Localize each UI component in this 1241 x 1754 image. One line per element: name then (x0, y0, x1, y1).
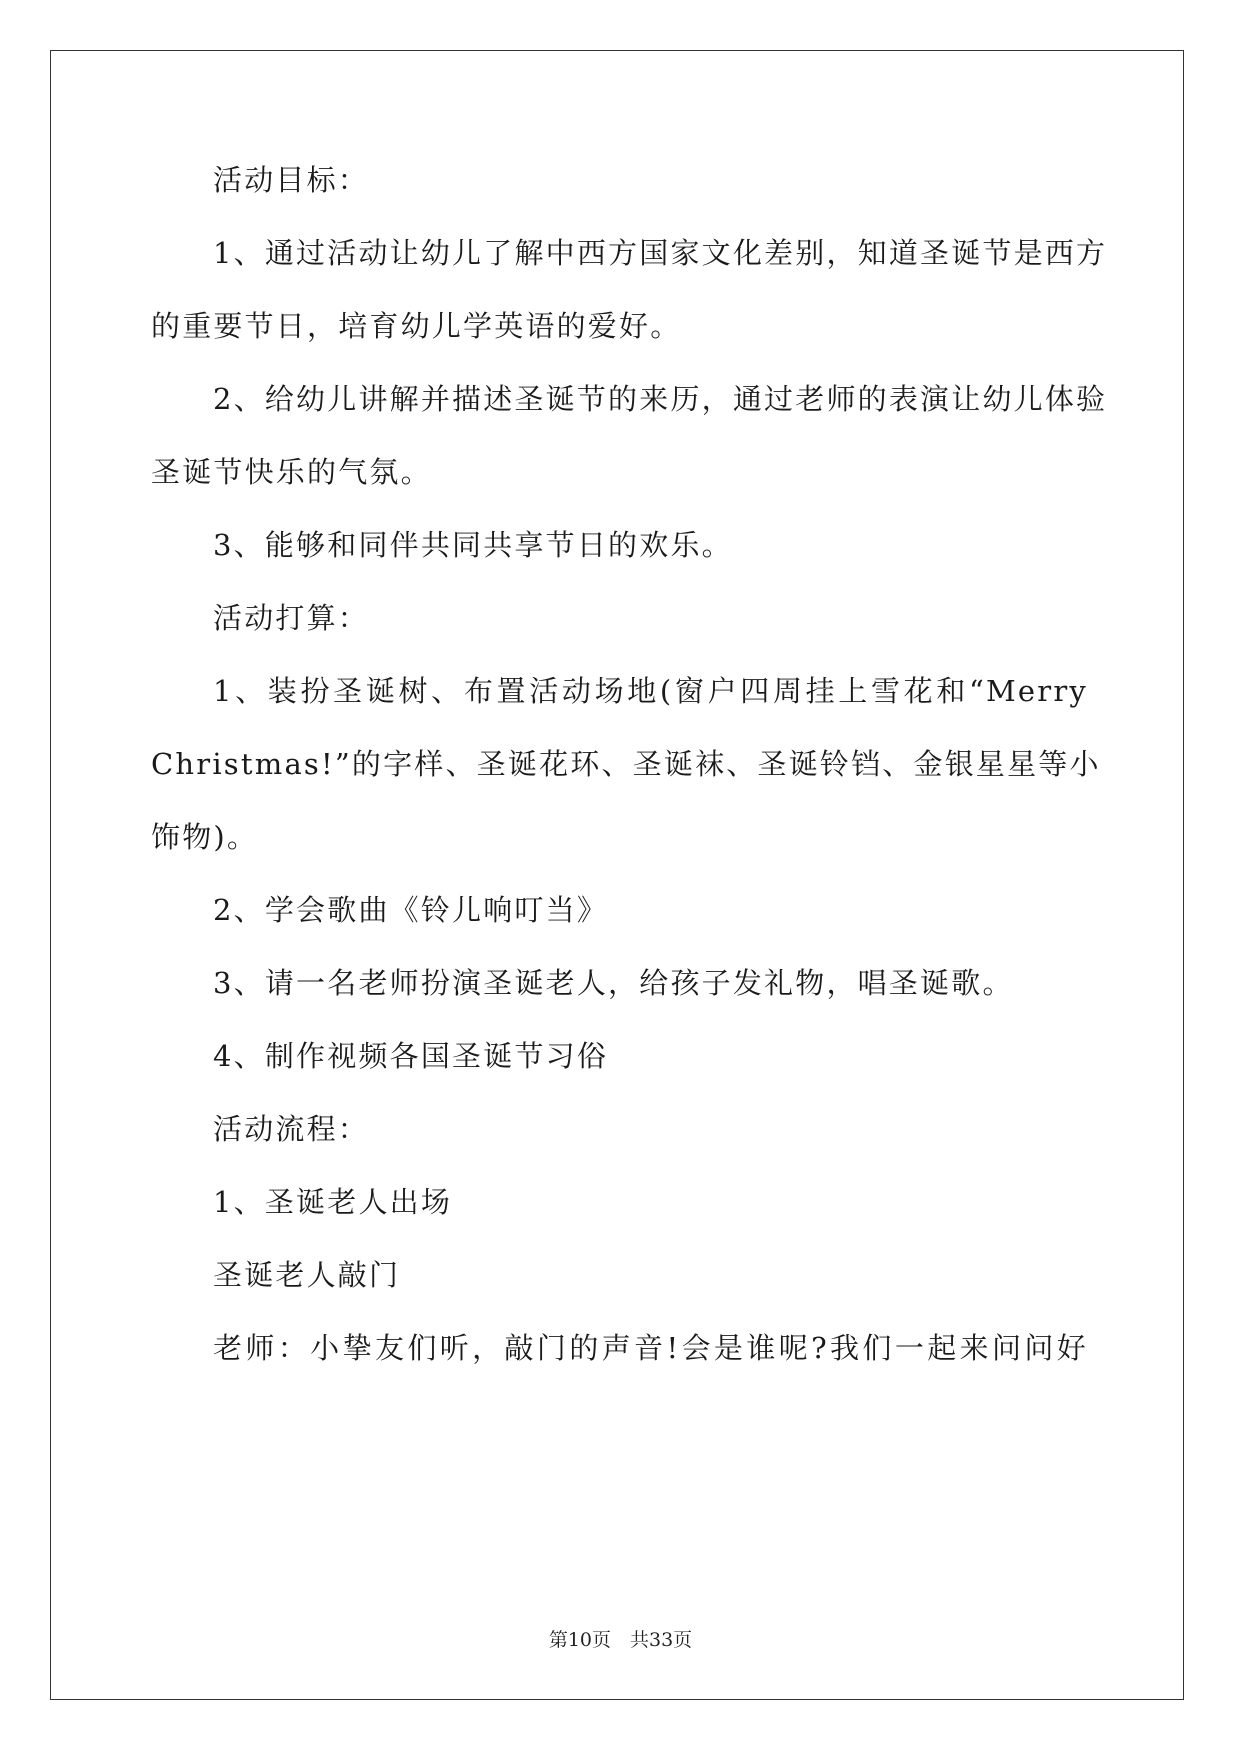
paragraph-line: 老师：小挚友们听，敲门的声音!会是谁呢?我们一起来问问好 (213, 1331, 1088, 1365)
paragraph-line: 圣诞老人敲门 (213, 1258, 401, 1292)
paragraph-line: 1、圣诞老人出场 (213, 1185, 453, 1219)
paragraph-line: 4、制作视频各国圣诞节习俗 (213, 1039, 609, 1073)
paragraph-line: 饰物)。 (151, 820, 259, 854)
heading-activity-preparation: 活动打算： (213, 601, 370, 635)
paragraph-line: 2、给幼儿讲解并描述圣诞节的来历，通过老师的表演让幼儿体验 (213, 382, 1108, 416)
page-number-footer: 第10页 共33页 (548, 1629, 693, 1651)
paragraph-line: 1、通过活动让幼儿了解中西方国家文化差别，知道圣诞节是西方 (213, 236, 1108, 270)
heading-activity-process: 活动流程： (213, 1112, 370, 1146)
paragraph-line: 3、能够和同伴共同共享节日的欢乐。 (213, 528, 733, 562)
paragraph-line: 的重要节日，培育幼儿学英语的爱好。 (151, 309, 682, 343)
paragraph-line: 2、学会歌曲《铃儿响叮当》 (213, 893, 609, 927)
paragraph-line: 圣诞节快乐的气氛。 (151, 455, 432, 489)
paragraph-line: 1、装扮圣诞树、布置活动场地(窗户四周挂上雪花和“Merry (213, 674, 1088, 708)
heading-activity-goals: 活动目标： (213, 163, 370, 197)
paragraph-line: Christmas!”的字样、圣诞花环、圣诞袜、圣诞铃铛、金银星星等小 (151, 747, 1101, 781)
page-border (50, 50, 1184, 1700)
paragraph-line: 3、请一名老师扮演圣诞老人，给孩子发礼物，唱圣诞歌。 (213, 966, 1014, 1000)
